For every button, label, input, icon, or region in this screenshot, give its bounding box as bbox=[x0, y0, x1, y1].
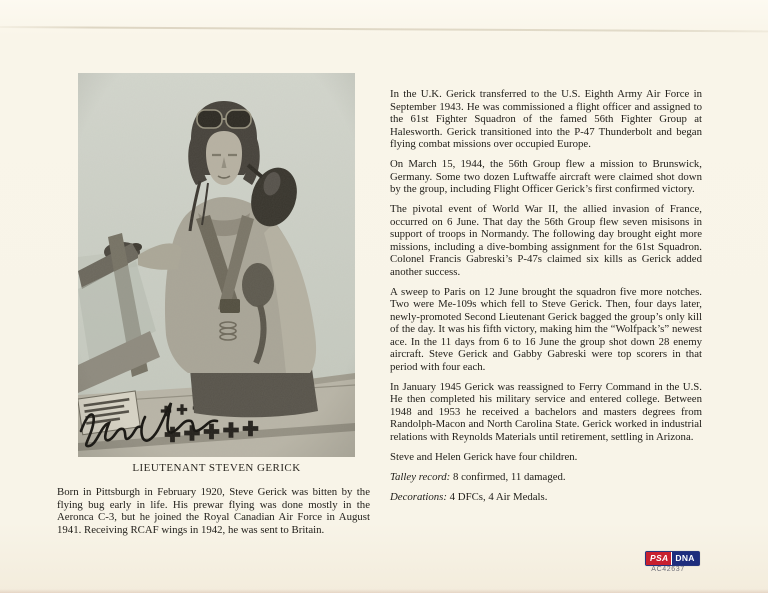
psa-logo: PSA bbox=[646, 552, 671, 565]
pilot-photograph bbox=[78, 73, 355, 457]
dna-logo: DNA bbox=[672, 552, 698, 565]
bio-paragraph: A sweep to Paris on 12 June brought the squadron five more notches. Two were Me-109s which fell to Steve Gerick. Then, four days later, newly-promoted Second Lieutenant Gerick bagged the group’s only kill of the day. It was his fifth victory, making him the “Wolfpack’s” newest ace. In the 11 days from 6 to 16 June the group shot down 28 enemy aircraft. Steve Gerick and Gabby Gabreski were top scorers in that period with four each. bbox=[390, 285, 702, 373]
talley-record-label: Talley record: bbox=[390, 470, 451, 483]
page-bottom-edge-shadow bbox=[0, 589, 768, 593]
bio-intro-paragraph: Born in Pittsburgh in February 1920, Steve Gerick was bitten by the flying bug early in life. His prewar flying was done mostly in the Aeronca C-3, but he joined the Royal Canadian Air Force in August 1941. Receiving RCAF wings in 1942, he was sent to Britain. bbox=[57, 486, 370, 536]
family-line: Steve and Helen Gerick have four children. bbox=[390, 450, 578, 463]
bio-paragraph: In January 1945 Gerick was reassigned to Ferry Command in the U.S. He then completed his military service and entered college. Between 1948 and 1953 he received a bachelors and masters degrees from Randolph-Macon and North Carolina State. Gerick worked in industrial relations with Reynolds Materials until retirement, settling in Arizona. bbox=[390, 380, 702, 443]
paper-crease-line bbox=[0, 26, 768, 32]
psa-dna-authentication-sticker bbox=[645, 551, 700, 566]
talley-record-value: 8 confirmed, 11 damaged. bbox=[450, 470, 566, 483]
decorations-label: Decorations: bbox=[390, 490, 447, 503]
bio-paragraph: On March 15, 1944, the 56th Group flew a mission to Brunswick, Germany. Some two dozen Luftwaffe aircraft were claimed shot down by the group, including Flight Officer Gerick’s first confirmed victory. bbox=[390, 158, 702, 195]
talley-record-line bbox=[390, 471, 702, 484]
decorations-line bbox=[390, 491, 702, 504]
certification-number: AC42637 bbox=[651, 566, 685, 573]
bio-text-column bbox=[390, 88, 702, 511]
photo-grain bbox=[78, 73, 355, 457]
decorations-value: 4 DFCs, 4 Air Medals. bbox=[446, 490, 548, 503]
bio-paragraph: In the U.K. Gerick transferred to the U.S. Eighth Army Air Force in September 1943. He was commissioned a flight officer and assigned to the 61st Fighter Squadron of the famed 56th Fighter Group at Halesworth. Gerick transitioned into the P-47 Thunderbolt and began flying combat missions over occupied Europe. bbox=[390, 88, 702, 150]
bio-paragraph: The pivotal event of World War II, the allied invasion of France, occurred on 6 June. That day the 56th Group flew seven misisons in support of troops in Normandy. The following day brought eight more missions, including a dive-bombing assignment for the 61st Squadron. Colonel Francis Gabreski’s P-47s claimed six kills as Gerick added another success. bbox=[390, 203, 702, 278]
photo-caption: LIEUTENANT STEVEN GERICK bbox=[132, 462, 301, 474]
